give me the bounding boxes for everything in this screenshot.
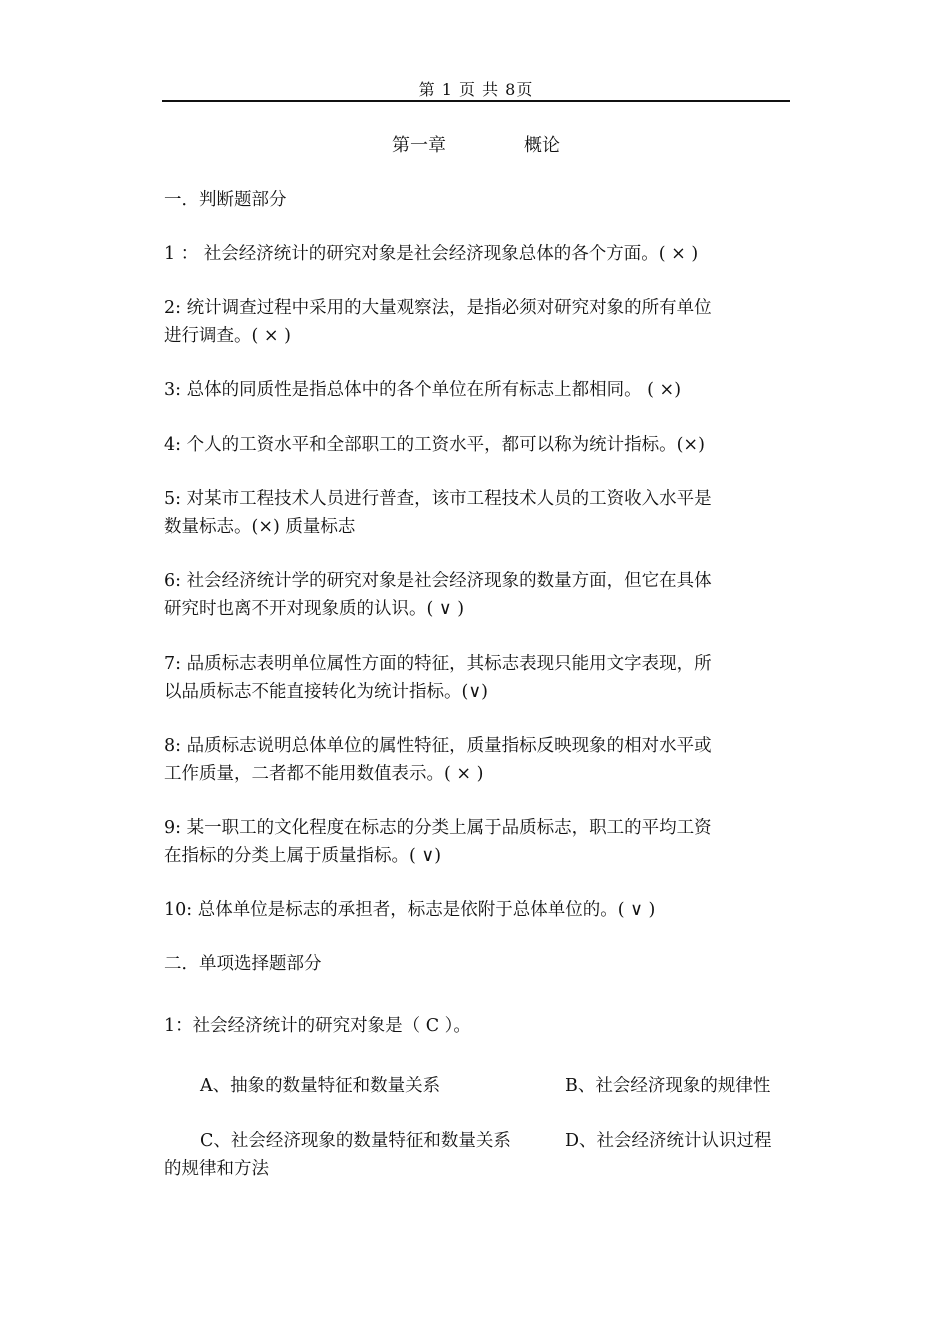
question-line: 9: 某一职工的文化程度在标志的分类上属于品质标志，职工的平均工资 — [164, 818, 712, 838]
choice-question — [164, 1012, 790, 1040]
option-c: C、社会经济现象的数量特征和数量关系 — [200, 1131, 511, 1151]
question-line: 6: 社会经济统计学的研究对象是社会经济现象的数量方面，但它在具体 — [164, 571, 712, 591]
header-divider — [162, 100, 790, 102]
option-d: D、社会经济统计认识过程 — [565, 1131, 772, 1151]
question-line: 1 ： 社会经济统计的研究对象是社会经济现象总体的各个方面。( × ) — [164, 244, 699, 264]
question-line: 工作质量，二者都不能用数值表示。( × ) — [164, 764, 484, 784]
question-item — [164, 431, 790, 459]
page-header: 第 1 页 共 8页 — [418, 80, 534, 99]
question-item — [164, 567, 790, 623]
question-item — [164, 896, 790, 924]
question-item — [164, 650, 790, 706]
question-line: 8: 品质标志说明总体单位的属性特征，质量指标反映现象的相对水平或 — [164, 736, 712, 756]
question-item — [164, 485, 790, 541]
option-b: B、社会经济现象的规律性 — [565, 1076, 771, 1096]
question-line: 3: 总体的同质性是指总体中的各个单位在所有标志上都相同。 ( ×) — [164, 380, 682, 400]
chapter-number: 第一章 — [392, 135, 446, 156]
question-line: 10: 总体单位是标志的承担者，标志是依附于总体单位的。( ∨ ) — [164, 900, 656, 920]
question-line: 1：社会经济统计的研究对象是（ C ）。 — [164, 1016, 471, 1036]
question-item — [164, 376, 790, 404]
question-line: 进行调查。( × ) — [164, 326, 291, 346]
option-a: A、抽象的数量特征和数量关系 — [200, 1076, 441, 1096]
section-heading-true-false: 一．判断题部分 — [164, 190, 287, 210]
question-item — [164, 240, 790, 268]
question-line: 7: 品质标志表明单位属性方面的特征，其标志表现只能用文字表现，所 — [164, 654, 712, 674]
question-line: 5: 对某市工程技术人员进行普查，该市工程技术人员的工资收入水平是 — [164, 489, 712, 509]
question-line: 以品质标志不能直接转化为统计指标。(∨) — [164, 682, 488, 702]
question-item — [164, 732, 790, 788]
question-item — [164, 294, 790, 350]
question-line: 在指标的分类上属于质量指标。( ∨) — [164, 846, 442, 866]
section-heading-single-choice: 二．单项选择题部分 — [164, 954, 322, 974]
question-line: 数量标志。(×) 质量标志 — [164, 517, 356, 537]
chapter-name: 概论 — [524, 135, 560, 156]
chapter-title — [162, 134, 790, 158]
question-line: 4: 个人的工资水平和全部职工的工资水平，都可以称为统计指标。(×) — [164, 435, 705, 455]
question-line: 研究时也离不开对现象质的认识。( ∨ ) — [164, 599, 465, 619]
question-line: 2: 统计调查过程中采用的大量观察法，是指必须对研究对象的所有单位 — [164, 298, 712, 318]
option-d-continued: 的规律和方法 — [164, 1159, 269, 1179]
question-item — [164, 814, 790, 870]
